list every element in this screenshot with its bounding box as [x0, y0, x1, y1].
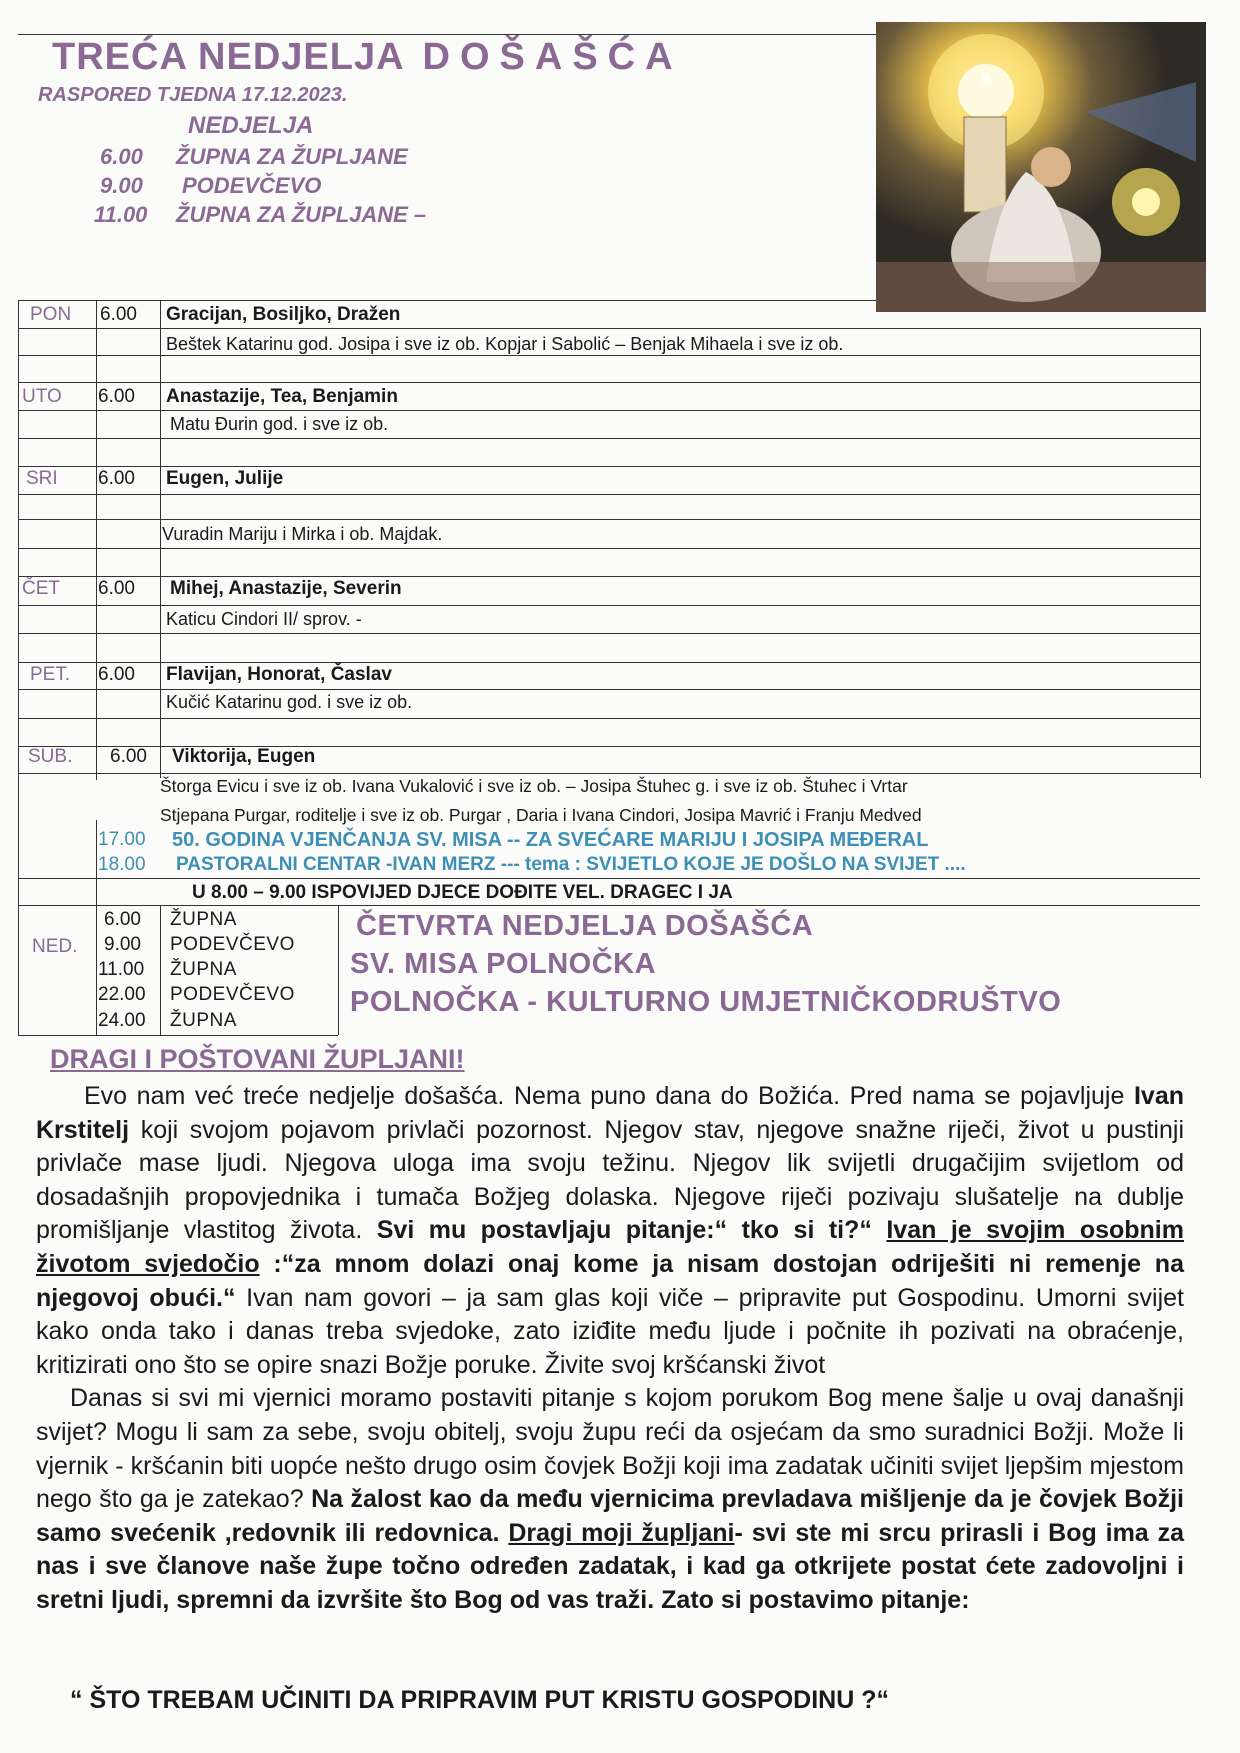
- letter-paragraph: [36, 1382, 1184, 1617]
- mass-place: ŽUPNA: [170, 959, 237, 980]
- mass-intention: Beštek Katarinu god. Josipa i sve iz ob. Kopjar i Sabolić – Benjak Mihaela i sve iz ob.: [166, 334, 844, 354]
- text-run-bold: Na žalost kao da među vjernicima prevladava mišljenje da je čovjek Božji samo svećenik ,redovnik ili redovnica.: [36, 1485, 1184, 1547]
- text-run: Ivan nam govori – ja sam glas koji viče – pripravite put Gospodinu. Umorni svijet kako onda tako i danas treba svjedoke, zato iziđite među ljude i počnite ih pozivati na obraćenje, kritizirati ono što se opire snazi Božje poruke. Živite svoj kršćanski život: [36, 1283, 1184, 1379]
- day-label: ČET: [22, 578, 60, 599]
- day-label: SUB.: [28, 746, 73, 767]
- sunday-mass-place: PODEVČEVO: [182, 173, 322, 198]
- schedule-line: RASPORED TJEDNA 17.12.2023.: [38, 84, 348, 106]
- letter-body: [36, 1080, 1184, 1618]
- mass-time: 6.00: [98, 664, 135, 685]
- event-time: 18.00: [98, 854, 146, 875]
- day-label: SRI: [26, 468, 58, 489]
- mass-time: 6.00: [98, 578, 135, 599]
- saints-names: Anastazije, Tea, Benjamin: [166, 386, 398, 407]
- text-run: Evo nam već treće nedjelje došašća. Nema puno dana do Božića. Pred nama se pojavljuje: [84, 1082, 1134, 1110]
- mass-time: 22.00: [98, 984, 146, 1005]
- table-rule: [18, 576, 1200, 577]
- mass-place: PODEVČEVO: [170, 984, 295, 1005]
- mass-intention: Katicu Cindori II/ sprov. -: [166, 609, 362, 629]
- saints-names: Viktorija, Eugen: [172, 746, 316, 767]
- mass-time: 11.00: [98, 959, 145, 980]
- text-run-bold: - svi ste mi srcu prirasli i Bog ima za nas i sve članove naše župe točno određen zadatak, i kad ga otkrijete postat ćete zadovoljni i sretni ljudi, spremni da izvršite što Bog od vas traži. Zato si postavimo pitanje:: [36, 1518, 1184, 1614]
- sunday-mass-place: ŽUPNA ZA ŽUPLJANE –: [176, 202, 427, 227]
- children-confession: U 8.00 – 9.00 ISPOVIJED DJECE DOĐITE VEL. DRAGEC I JA: [192, 882, 733, 903]
- table-rule: [18, 410, 1200, 411]
- table-rule: [18, 466, 1200, 467]
- table-rule: [18, 718, 1200, 719]
- mass-time: 24.00: [98, 1010, 146, 1031]
- day-label: PET.: [30, 664, 71, 685]
- mass-intention: Kučić Katarinu god. i sve iz ob.: [166, 692, 413, 712]
- sunday-mass-place: ŽUPNA ZA ŽUPLJANE: [176, 144, 408, 169]
- top-rule: [18, 34, 876, 35]
- saints-names: Gracijan, Bosiljko, Dražen: [166, 304, 401, 325]
- text-run-bold: :“za mnom dolazi onaj kome ja nisam dostojan odriješiti ni remenje na njegovoj obući.“: [36, 1249, 1184, 1312]
- table-rule: [18, 773, 1200, 774]
- table-col-line: [338, 905, 339, 1035]
- table-rule: [18, 548, 1200, 549]
- fourth-advent-sunday: ČETVRTA NEDJELJA DOŠAŠĆA: [356, 910, 814, 942]
- mass-intention: Matu Đurin god. i sve iz ob.: [170, 414, 389, 434]
- day-label: NED.: [32, 936, 78, 957]
- mass-intention: Štorga Evicu i sve iz ob. Ivana Vukalović i sve iz ob. – Josipa Štuhec g. i sve iz ob. Štuhec i Vrtar: [160, 776, 908, 796]
- table-rule: [18, 1035, 338, 1036]
- mass-place: ŽUPNA: [170, 1010, 237, 1031]
- saints-names: Flavijan, Honorat, Časlav: [166, 664, 392, 685]
- table-rule: [18, 438, 1200, 439]
- sunday-mass-time: 9.00: [100, 173, 143, 198]
- title-part-b: DOŠAŠĆA: [422, 36, 683, 78]
- table-col-line: [96, 300, 97, 780]
- letter-paragraph: [36, 1080, 1184, 1382]
- text-run-bold: Svi mu postavljaju pitanje:“ tko si ti?“: [376, 1216, 887, 1245]
- table-col-line: [1200, 328, 1201, 778]
- saints-names: Mihej, Anastazije, Severin: [170, 578, 402, 599]
- table-col-line: [96, 820, 97, 1035]
- anniversary-mass: 50. GODINA VJENČANJA SV. MISA -- ZA SVEĆARE MARIJU I JOSIPA MEĐERAL: [172, 829, 929, 851]
- table-rule: [18, 300, 876, 301]
- text-run: Danas si svi mi vjernici moramo postaviti pitanje s kojom porukom Bog mene šalje u ovaj današnji svijet? Mogu li sam za sebe, svoju obitelj, svoju župu reći da osjećam da smo suradnici Božji. Može li vjernik - kršćanin biti uopće nešto drugo osim čovjek Božji koji ima zadatak učiniti svijet ljepšim mjestom nego što ga je zatekao?: [36, 1384, 1184, 1514]
- event-time: 17.00: [98, 829, 146, 850]
- mass-place: ŽUPNA: [170, 909, 237, 930]
- page-title: [52, 36, 683, 79]
- mass-place: PODEVČEVO: [170, 934, 295, 955]
- table-col-line: [18, 300, 19, 1035]
- mass-time: 6.00: [104, 909, 141, 930]
- table-rule: [18, 355, 1200, 356]
- letter-heading: DRAGI I POŠTOVANI ŽUPLJANI!: [50, 1044, 465, 1074]
- table-rule: [18, 519, 1200, 520]
- pastoral-centre-event: PASTORALNI CENTAR -IVAN MERZ --- tema : SVIJETLO KOJE JE DOŠLO NA SVIJET ....: [176, 854, 966, 875]
- saints-names: Eugen, Julije: [166, 468, 284, 489]
- table-rule: [18, 633, 1200, 634]
- sunday-mass-time: 11.00: [94, 202, 148, 227]
- day-label: UTO: [22, 386, 62, 407]
- midnight-mass: SV. MISA POLNOČKA: [350, 948, 657, 980]
- table-rule: [18, 382, 1200, 383]
- mass-time: 6.00: [98, 468, 135, 489]
- table-rule: [18, 328, 1200, 329]
- sunday-label: NEDJELJA: [188, 112, 314, 139]
- mass-time: 6.00: [110, 746, 147, 767]
- table-rule: [18, 878, 1200, 879]
- table-rule: [18, 689, 1200, 690]
- table-col-line: [160, 300, 161, 778]
- mass-time: 6.00: [100, 304, 137, 325]
- sunday-mass-time: 6.00: [100, 144, 143, 169]
- mass-intention: Stjepana Purgar, roditelje i sve iz ob. Purgar , Daria i Ivana Cindori, Josipa Mavrić i Franju Medved: [160, 805, 922, 825]
- title-part-a: TREĆA NEDJELJA: [52, 36, 405, 78]
- mass-time: 9.00: [104, 934, 141, 955]
- text-run-underlined: Ivan je svojim osobnim životom svjedočio: [36, 1216, 1184, 1278]
- text-run-underlined: Dragi moji župljani: [508, 1518, 735, 1547]
- midnight-mass-choir: POLNOČKA - KULTURNO UMJETNIČKODRUŠTVO: [350, 986, 1062, 1018]
- table-col-line: [160, 905, 161, 1035]
- advent-candle-illustration: [876, 22, 1206, 312]
- table-rule: [18, 662, 1200, 663]
- mass-time: 6.00: [98, 386, 135, 407]
- mass-intention: Vuradin Mariju i Mirka i ob. Majdak.: [162, 524, 443, 544]
- table-rule: [18, 494, 1200, 495]
- closing-question: “ ŠTO TREBAM UČINITI DA PRIPRAVIM PUT KRISTU GOSPODINU ?“: [70, 1686, 890, 1714]
- table-rule: [18, 605, 1200, 606]
- text-run: koji svojom pojavom privlači pozornost. Njegov stav, njegove snažne riječi, život u pustinji privlače mase ljudi. Njegova uloga ima svoju težinu. Njegov lik svijetli drugačijim svijetlom od dosadašnjih propovjednika i tumača Božjeg dolaska. Njegove riječi pozivaju slušatelje na dublje promišljanje vlastitog života.: [36, 1115, 1184, 1245]
- text-run-bold: Ivan Krstitelj: [36, 1082, 1184, 1144]
- table-rule: [18, 905, 1200, 906]
- day-label: PON: [30, 304, 72, 325]
